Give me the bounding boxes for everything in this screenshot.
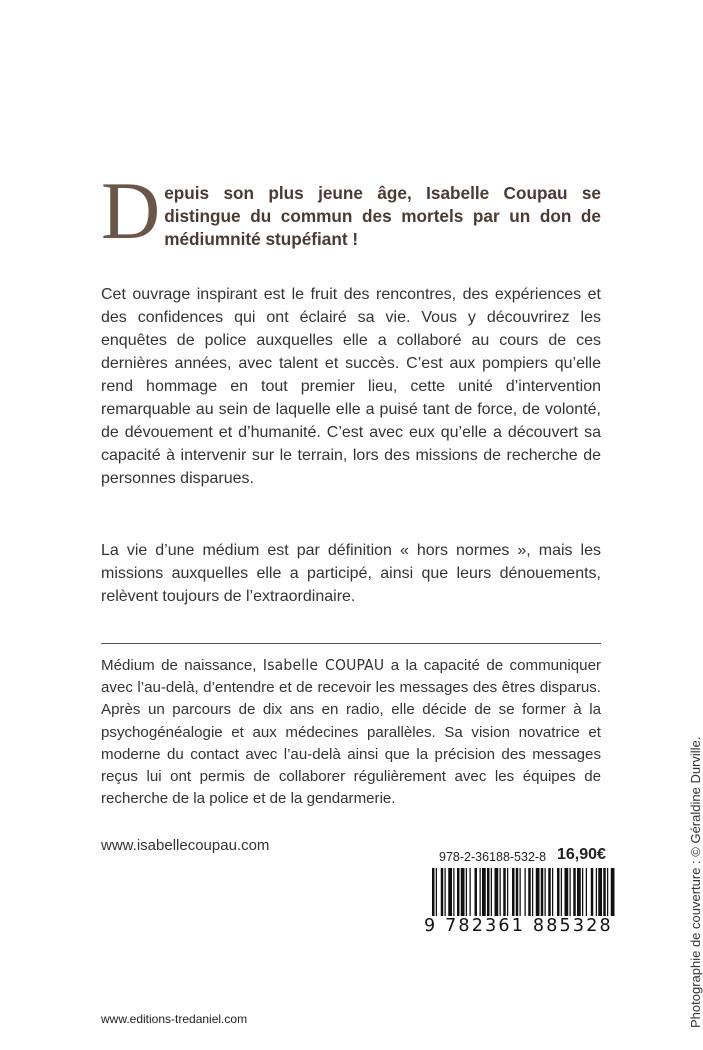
section-divider bbox=[101, 643, 601, 644]
publisher-url[interactable]: www.editions-tredaniel.com bbox=[101, 1012, 248, 1026]
drop-cap: D bbox=[101, 165, 161, 256]
cover-photo-credit: Photographie de couverture : © Géraldine Durville. bbox=[688, 736, 703, 1028]
author-website-link[interactable]: www.isabellecoupau.com bbox=[101, 837, 270, 854]
bio-lead: Médium de naissance, bbox=[101, 657, 263, 674]
barcode bbox=[420, 868, 618, 946]
price-label: 16,90€ bbox=[557, 846, 606, 863]
description-paragraph-2: La vie d’une médium est par définition « hors normes », mais les missions auxquelles elle a participé, ainsi que leurs dénouements, relèvent toujours de l’extraordinaire. bbox=[101, 542, 601, 605]
barcode-digits: 9 782361 885328 bbox=[420, 916, 622, 936]
intro-paragraph bbox=[101, 165, 601, 256]
author-bio bbox=[101, 654, 601, 810]
description-paragraph-1: Cet ouvrage inspirant est le fruit des rencontres, des expériences et des confidences qui ont éclairé sa vie. Vous y découvrirez les enquêtes de police auxquelles elle a collaboré au cours de ces dernières années, avec talent et succès. C’est aux pompiers qu’elle rend hommage en tout premier lieu, cette unité d’intervention remarquable au sein de laquelle elle a puisé tant de force, de volonté, de dévouement et d’humanité. C’est avec eux qu’elle a découvert sa capacité à intervenir sur le terrain, lors des missions de recherche de personnes disparues. bbox=[101, 286, 601, 487]
bio-body: a la capacité de communiquer avec l’au-delà, d’entendre et de recevoir les messages des êtres disparus. Après un parcours de dix ans en radio, elle décide de se former à la psychogénéalogie et aux médecines parallèles. Sa vision novatrice et moderne du contact avec l’au-delà ainsi que la précision des messages reçus lui ont permis de collaborer régulièrement avec les équipes de recherche de la police et de la gendarmerie. bbox=[101, 657, 601, 808]
author-name: Isabelle COUPAU bbox=[262, 656, 385, 674]
intro-text: epuis son plus jeune âge, Isabelle Coupau se distingue du commun des mortels par un don de médiumnité stupéfiant ! bbox=[164, 183, 601, 249]
isbn-number: 978-2-36188-532-8 bbox=[439, 850, 547, 864]
